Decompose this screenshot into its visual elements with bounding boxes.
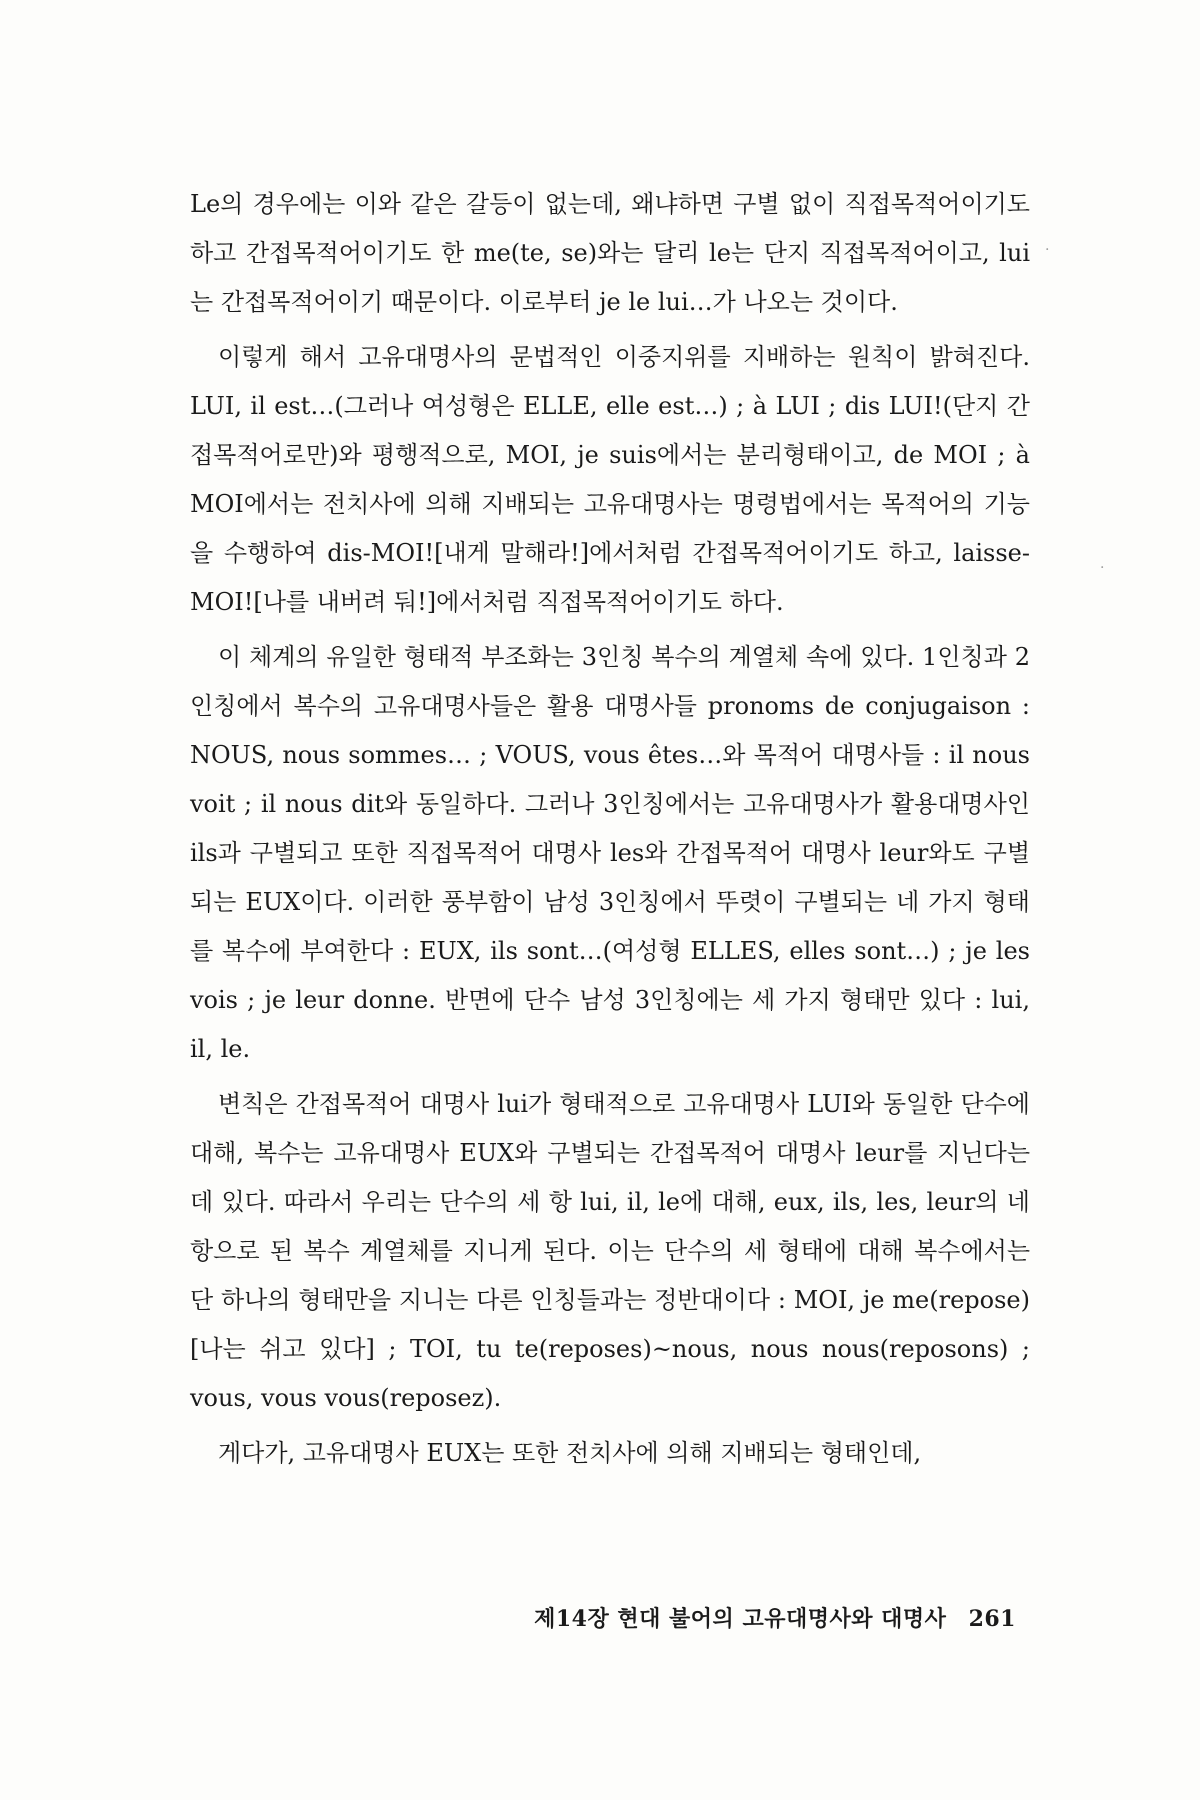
paragraph-2: 이렇게 해서 고유대명사의 문법적인 이중지위를 지배하는 원칙이 밝혀진다. LUI, il est…(그러나 여성형은 ELLE, elle est…) ; à LUI ; dis LUI!(단지 간접목적어로만)와 평행적으로, MOI, je suis에서는 분리형태이고, de MOI ; à MOI에서는 전치사에 의해 지배되는 고유대명사는 명령법에서는 목적어의 기능을 수행하여 dis-MOI![내게 말해라!]에서처럼 간접목적어이기도 하고, laisse-MOI![나를 내버려 둬!]에서처럼 직접목적어이기도 하다. bbox=[190, 343, 1030, 616]
running-footer bbox=[190, 1602, 1016, 1633]
paragraph-4: 변칙은 간접목적어 대명사 lui가 형태적으로 고유대명사 LUI와 동일한 단수에 대해, 복수는 고유대명사 EUX와 구별되는 간접목적어 대명사 leur를 지닌다는 데 있다. 따라서 우리는 단수의 세 항 lui, il, le에 대해, eux, ils, les, leur의 네 항으로 된 복수 계열체를 지니게 된다. 이는 단수의 세 형태에 대해 복수에서는 단 하나의 형태만을 지니는 다른 인칭들과는 정반대이다 : MOI, je me(repose)[나는 쉬고 있다] ; TOI, tu te(reposes)~nous, nous nous(reposons) ; vous, vous vous(reposez). bbox=[190, 1090, 1030, 1412]
page-body bbox=[190, 180, 1030, 1484]
paragraph-1: Le의 경우에는 이와 같은 갈등이 없는데, 왜냐하면 구별 없이 직접목적어이기도 하고 간접목적어이기도 한 me(te, se)와는 달리 le는 단지 직접목적어이고, lui는 간접목적어이기 때문이다. 이로부터 je le lui…가 나오는 것이다. bbox=[190, 190, 1030, 316]
stray-dot-mark: . bbox=[1045, 238, 1050, 254]
paragraph-5: 게다가, 고유대명사 EUX는 또한 전치사에 의해 지배되는 형태인데, bbox=[218, 1439, 922, 1467]
paragraph-3: 이 체계의 유일한 형태적 부조화는 3인칭 복수의 계열체 속에 있다. 1인칭과 2인칭에서 복수의 고유대명사들은 활용 대명사들 pronoms de conjugaison : NOUS, nous sommes… ; VOUS, vous êtes…와 목적어 대명사들 : il nous voit ; il nous dit와 동일하다. 그러나 3인칭에서는 고유대명사가 활용대명사인 ils과 구별되고 또한 직접목적어 대명사 les와 간접목적어 대명사 leur와도 구별되는 EUX이다. 이러한 풍부함이 남성 3인칭에서 뚜렷이 구별되는 네 가지 형태를 복수에 부여한다 : EUX, ils sont…(여성형 ELLES, elles sont…) ; je les vois ; je leur donne. 반면에 단수 남성 3인칭에는 세 가지 형태만 있다 : lui, il, le. bbox=[190, 643, 1030, 1063]
page-number: 261 bbox=[968, 1606, 1016, 1632]
chapter-title: 제14장 현대 불어의 고유대명사와 대명사 bbox=[534, 1606, 947, 1632]
margin-dot-mark: · bbox=[1100, 560, 1105, 576]
